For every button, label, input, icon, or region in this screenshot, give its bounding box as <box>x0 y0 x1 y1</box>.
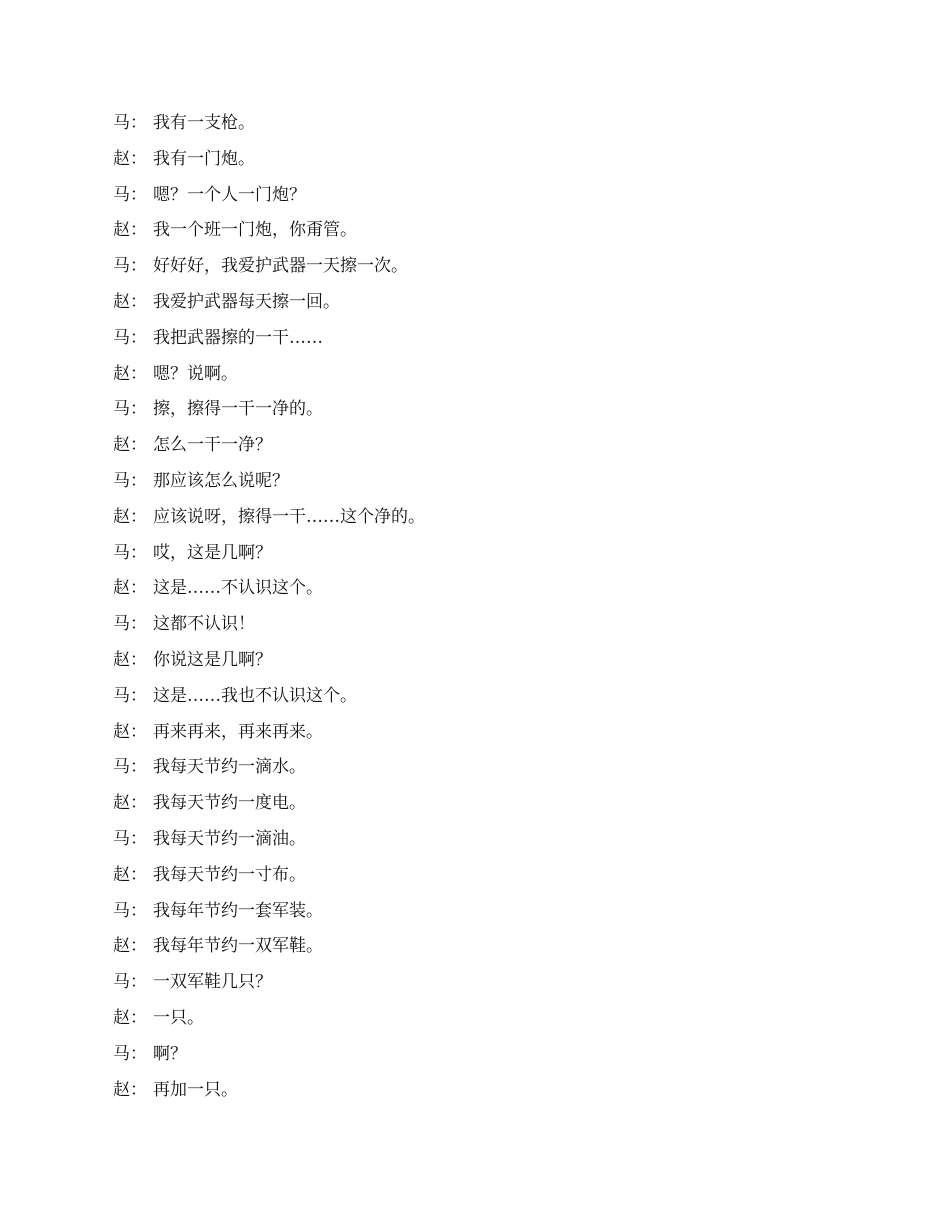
speaker-label: 马： <box>113 972 147 993</box>
dialogue-line <box>113 750 833 786</box>
dialogue-line <box>113 213 833 249</box>
speaker-label: 马： <box>113 327 147 348</box>
line-text: 嗯？一个人一门炮？ <box>153 184 306 205</box>
dialogue-line <box>113 321 833 357</box>
line-text: 这是……我也不认识这个。 <box>153 685 357 706</box>
dialogue-line <box>113 249 833 285</box>
dialogue-line <box>113 464 833 500</box>
line-text: 我每年节约一双军鞋。 <box>153 936 323 957</box>
dialogue-line <box>113 786 833 822</box>
dialogue-line <box>113 643 833 679</box>
dialogue-line <box>113 1001 833 1037</box>
speaker-label: 马： <box>113 542 147 563</box>
line-text: 这都不认识！ <box>153 614 255 635</box>
speaker-label: 赵： <box>113 649 147 670</box>
dialogue-line <box>113 392 833 428</box>
dialogue-line <box>113 858 833 894</box>
dialogue-line <box>113 822 833 858</box>
dialogue-line <box>113 1037 833 1073</box>
speaker-label: 赵： <box>113 936 147 957</box>
speaker-label: 马： <box>113 113 147 133</box>
line-text: 擦，擦得一干一净的。 <box>153 399 323 420</box>
speaker-label: 赵： <box>113 220 147 241</box>
speaker-label: 赵： <box>113 148 147 169</box>
line-text: 我每天节约一滴水。 <box>153 757 306 778</box>
dialogue-line <box>113 571 833 607</box>
speaker-label: 赵： <box>113 506 147 527</box>
line-text: 应该说呀，擦得一干……这个净的。 <box>153 506 425 527</box>
dialogue-line <box>113 428 833 464</box>
dialogue-line <box>113 679 833 715</box>
line-text: 再加一只。 <box>153 1079 238 1100</box>
line-text: 我每天节约一度电。 <box>153 793 306 814</box>
line-text: 我爱护武器每天擦一回。 <box>153 291 340 312</box>
line-text: 我每年节约一套军装。 <box>153 900 323 921</box>
speaker-label: 马： <box>113 900 147 921</box>
dialogue-line <box>113 965 833 1001</box>
speaker-label: 赵： <box>113 1079 147 1100</box>
speaker-label: 马： <box>113 470 147 491</box>
line-text: 我有一支枪。 <box>153 113 255 133</box>
speaker-label: 马： <box>113 614 147 635</box>
speaker-label: 马： <box>113 828 147 849</box>
speaker-label: 马： <box>113 184 147 205</box>
dialogue-script <box>113 106 833 1108</box>
dialogue-line <box>113 142 833 178</box>
speaker-label: 赵： <box>113 578 147 599</box>
dialogue-line <box>113 1073 833 1109</box>
line-text: 一只。 <box>153 1007 204 1028</box>
dialogue-line <box>113 607 833 643</box>
line-text: 我一个班一门炮，你甭管。 <box>153 220 357 241</box>
speaker-label: 马： <box>113 256 147 277</box>
line-text: 怎么一干一净？ <box>153 435 272 456</box>
dialogue-line <box>113 715 833 751</box>
speaker-label: 赵： <box>113 793 147 814</box>
dialogue-line <box>113 894 833 930</box>
line-text: 这是……不认识这个。 <box>153 578 323 599</box>
dialogue-line <box>113 536 833 572</box>
line-text: 我把武器擦的一干…… <box>153 327 323 348</box>
dialogue-line <box>113 178 833 214</box>
speaker-label: 马： <box>113 399 147 420</box>
line-text: 再来再来，再来再来。 <box>153 721 323 742</box>
line-text: 你说这是几啊？ <box>153 649 272 670</box>
line-text: 嗯？说啊。 <box>153 363 238 384</box>
speaker-label: 马： <box>113 685 147 706</box>
speaker-label: 赵： <box>113 864 147 885</box>
speaker-label: 赵： <box>113 435 147 456</box>
line-text: 一双军鞋几只？ <box>153 972 272 993</box>
speaker-label: 赵： <box>113 721 147 742</box>
dialogue-line <box>113 357 833 393</box>
line-text: 好好好，我爱护武器一天擦一次。 <box>153 256 408 277</box>
speaker-label: 赵： <box>113 1007 147 1028</box>
dialogue-line <box>113 929 833 965</box>
line-text: 啊？ <box>153 1043 187 1064</box>
speaker-label: 马： <box>113 1043 147 1064</box>
speaker-label: 赵： <box>113 363 147 384</box>
speaker-label: 马： <box>113 757 147 778</box>
speaker-label: 赵： <box>113 291 147 312</box>
dialogue-line <box>113 500 833 536</box>
line-text: 我每天节约一寸布。 <box>153 864 306 885</box>
line-text: 我有一门炮。 <box>153 148 255 169</box>
line-text: 我每天节约一滴油。 <box>153 828 306 849</box>
line-text: 哎，这是几啊？ <box>153 542 272 563</box>
dialogue-line <box>113 106 833 142</box>
line-text: 那应该怎么说呢？ <box>153 470 289 491</box>
dialogue-line <box>113 285 833 321</box>
